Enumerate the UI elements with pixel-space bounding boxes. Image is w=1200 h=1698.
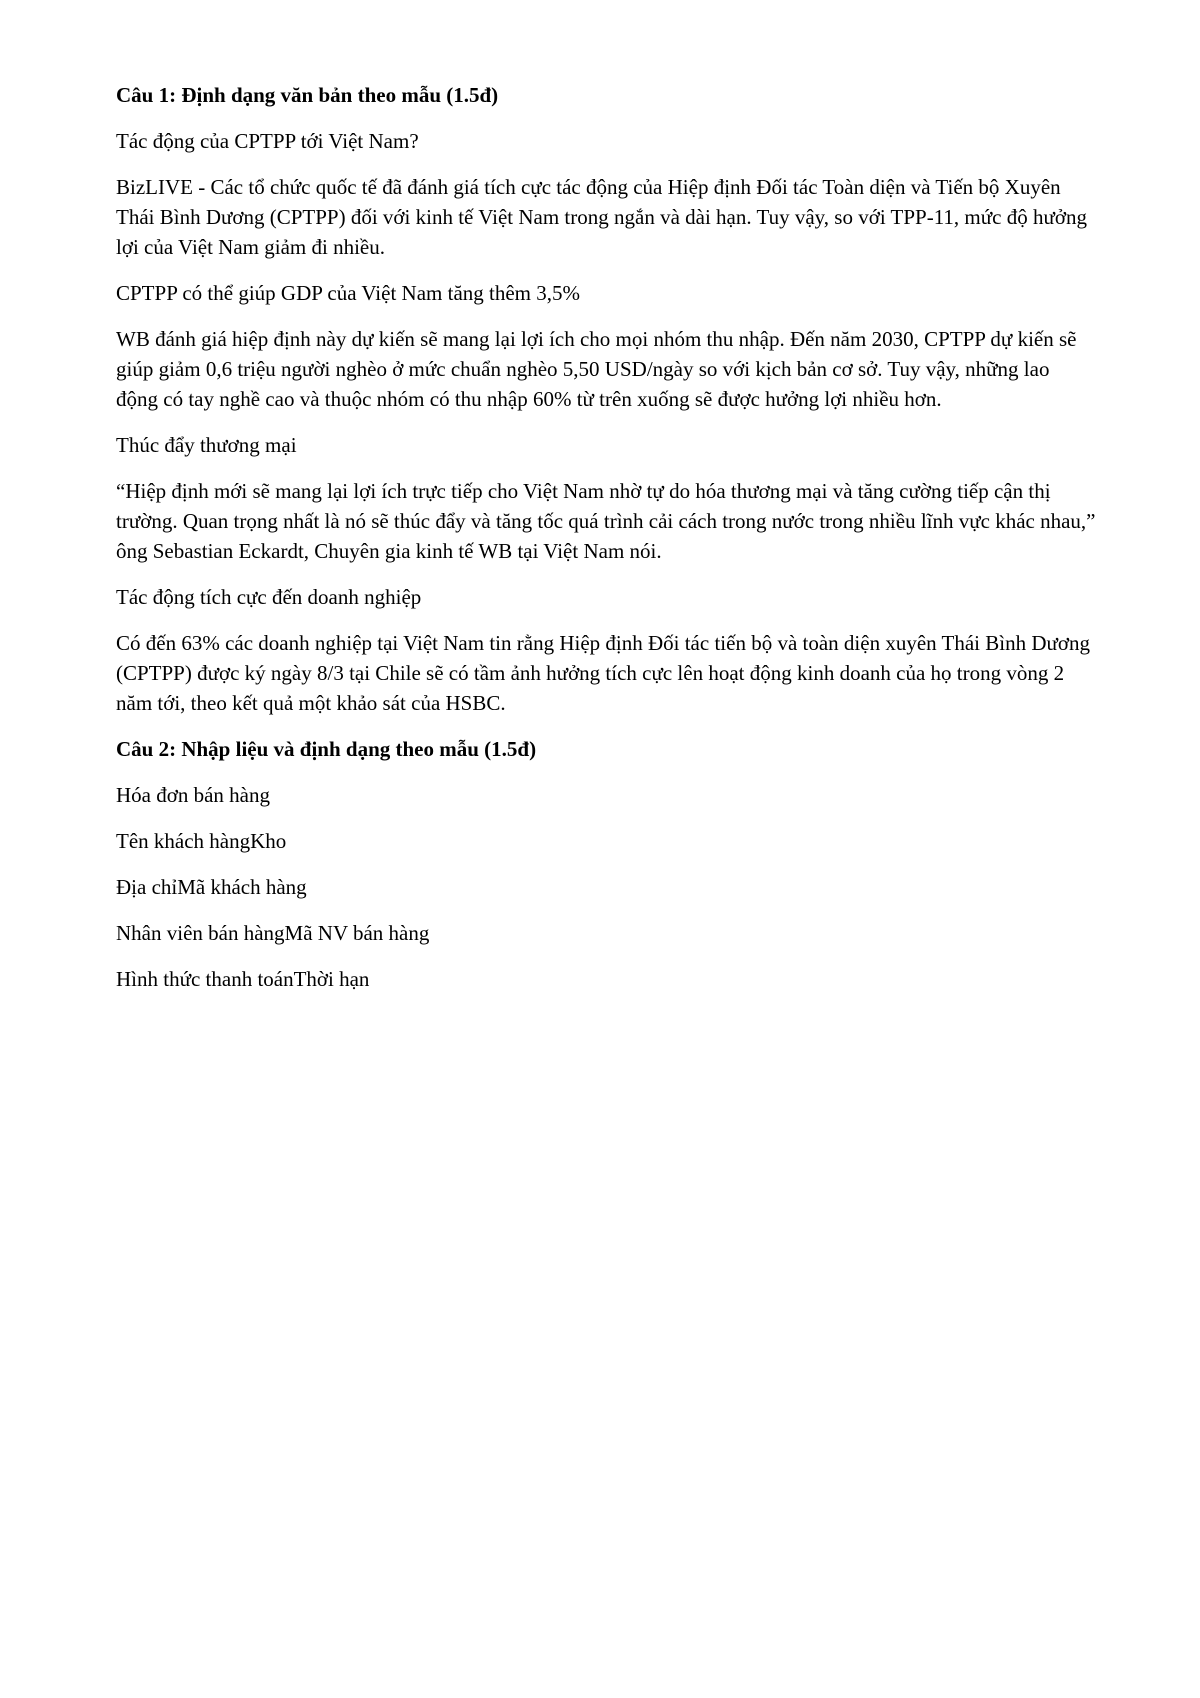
article-paragraph-hsbc: Có đến 63% các doanh nghiệp tại Việt Nam tin rằng Hiệp định Đối tác tiến bộ và toàn diện xuyên Thái Bình Dương (CPTPP) được ký ngày 8/3 tại Chile sẽ có tầm ảnh hưởng tích cực lên hoạt động kinh doanh của họ trong vòng 2 năm tới, theo kết quả một khảo sát của HSBC. (116, 631, 1090, 715)
invoice-payment-line: Hình thức thanh toánThời hạn (116, 967, 370, 991)
invoice-customer-line: Tên khách hàngKho (116, 829, 287, 853)
article-paragraph-quote: “Hiệp định mới sẽ mang lại lợi ích trực tiếp cho Việt Nam nhờ tự do hóa thương mại và tăng cường tiếp cận thị trường. Quan trọng nhất là nó sẽ thúc đẩy và tăng tốc quá trình cải cách trong nước trong nhiều lĩnh vực khác nhau,” ông Sebastian Eckardt, Chuyên gia kinh tế WB tại Việt Nam nói. (116, 479, 1096, 563)
article-paragraph-wb: WB đánh giá hiệp định này dự kiến sẽ mang lại lợi ích cho mọi nhóm thu nhập. Đến năm 2030, CPTPP dự kiến sẽ giúp giảm 0,6 triệu người nghèo ở mức chuẩn nghèo 5,50 USD/ngày so với kịch bản cơ sở. Tuy vậy, những lao động có tay nghề cao và thuộc nhóm có thu nhập 60% từ trên xuống sẽ được hưởng lợi nhiều hơn. (116, 327, 1077, 411)
question-1-heading: Câu 1: Định dạng văn bản theo mẫu (1.5đ) (116, 83, 499, 107)
invoice-staff-line: Nhân viên bán hàngMã NV bán hàng (116, 921, 430, 945)
article-intro: BizLIVE - Các tổ chức quốc tế đã đánh giá tích cực tác động của Hiệp định Đối tác Toàn diện và Tiến bộ Xuyên Thái Bình Dương (CPTPP) đối với kinh tế Việt Nam trong ngắn và dài hạn. Tuy vậy, so với TPP-11, mức độ hưởng lợi của Việt Nam giảm đi nhiều. (116, 175, 1087, 259)
invoice-title-line: Hóa đơn bán hàng (116, 783, 270, 807)
document-page (116, 80, 1096, 1010)
invoice-address-line: Địa chỉMã khách hàng (116, 875, 307, 899)
article-subheading-gdp: CPTPP có thể giúp GDP của Việt Nam tăng thêm 3,5% (116, 281, 580, 305)
article-title: Tác động của CPTPP tới Việt Nam? (116, 129, 419, 153)
question-2-heading: Câu 2: Nhập liệu và định dạng theo mẫu (1.5đ) (116, 737, 537, 761)
article-subheading-business: Tác động tích cực đến doanh nghiệp (116, 585, 422, 609)
article-subheading-trade: Thúc đẩy thương mại (116, 433, 297, 457)
